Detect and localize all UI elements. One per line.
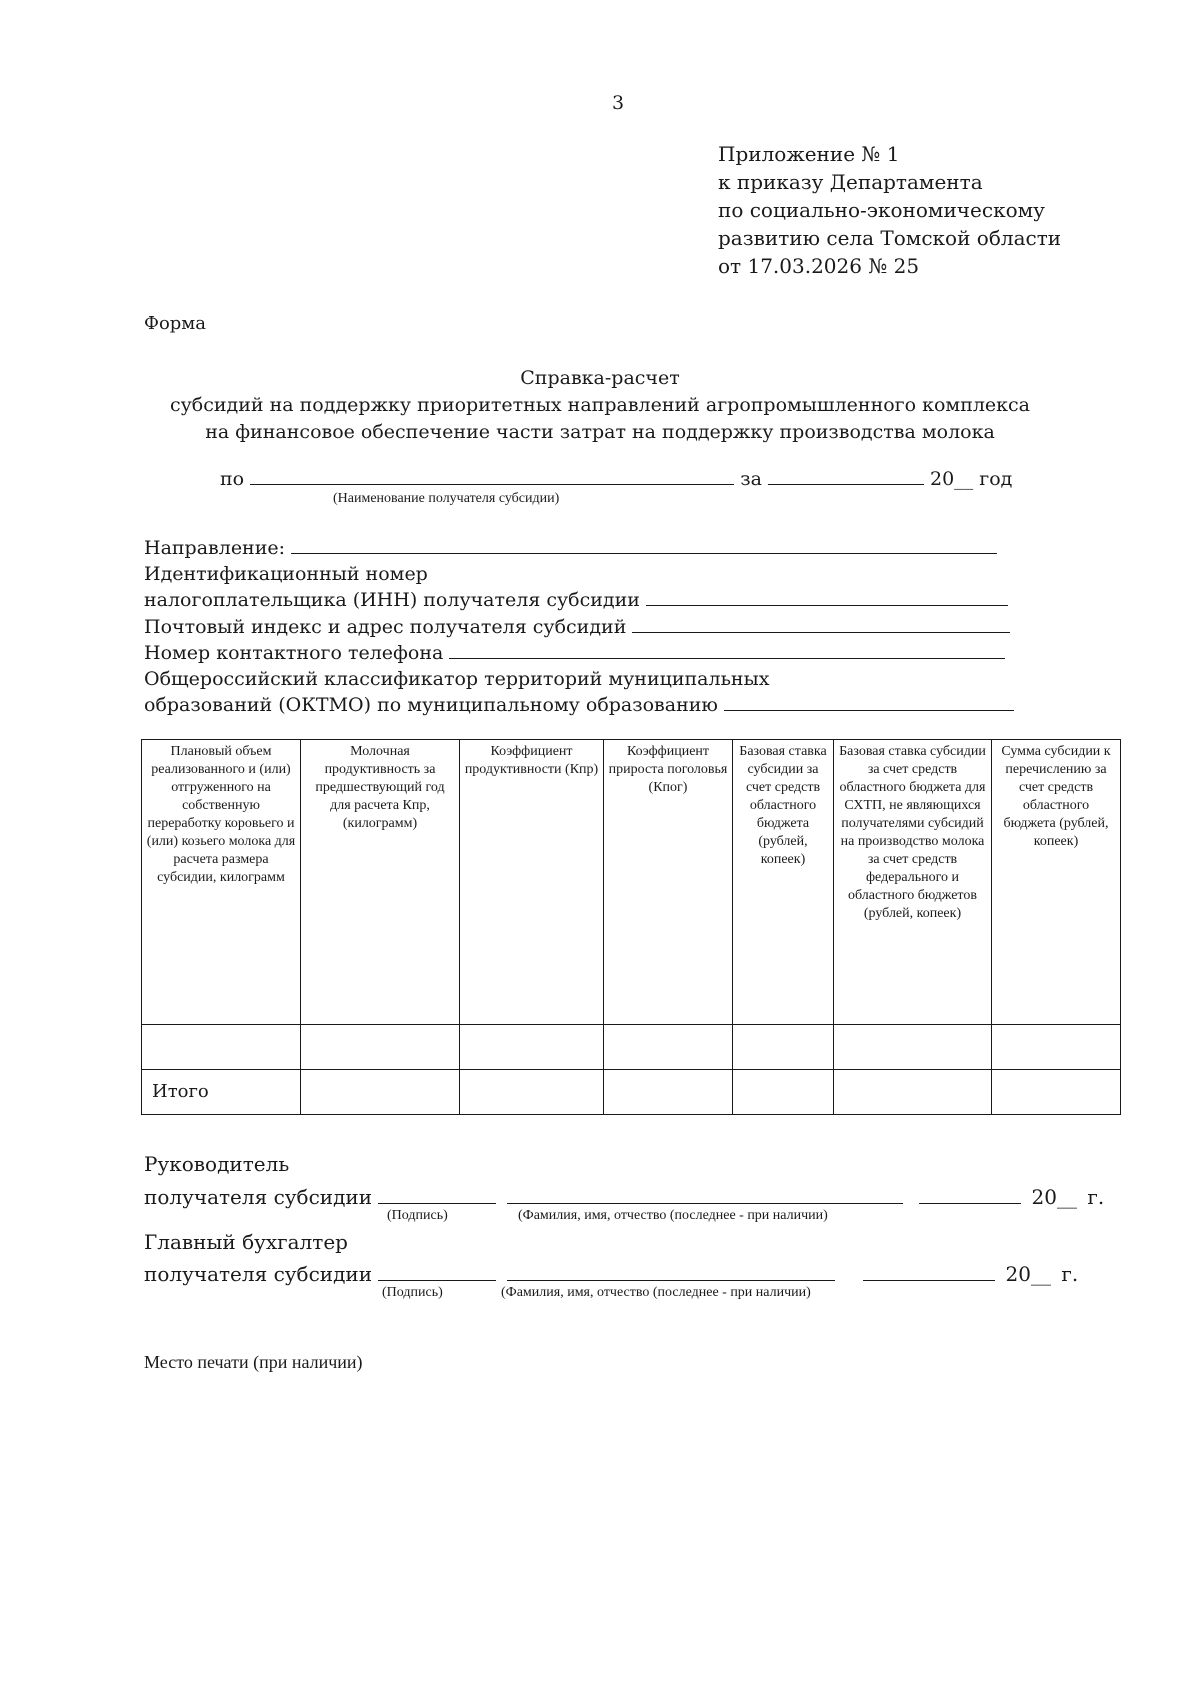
appendix-line: по социально-экономическому [718, 198, 1045, 222]
appendix-line: от 17.03.2026 № 25 [718, 254, 920, 278]
head-date-field[interactable] [919, 1183, 1021, 1204]
po-label: по [220, 468, 245, 490]
accountant-title-line1: Главный бухгалтер [144, 1230, 348, 1254]
za-label: за [740, 468, 762, 490]
oktmo-row [144, 692, 1014, 719]
page-number: 3 [612, 92, 625, 114]
inn-label-line1: Идентификационный номер [144, 562, 428, 585]
head-signature-field[interactable] [378, 1183, 496, 1204]
recipient-name-caption: (Наименование получателя субсидии) [333, 491, 560, 506]
seal-place-label: Место печати (при наличии) [144, 1352, 363, 1372]
head-title-line2: получателя субсидии [144, 1185, 373, 1209]
table-cell[interactable] [301, 1025, 460, 1070]
table-cell[interactable] [604, 1025, 733, 1070]
table-header-row [142, 740, 1121, 1025]
inn-label-line2: налогоплательщика (ИНН) получателя субсидии [144, 589, 640, 611]
direction-field[interactable] [291, 535, 997, 554]
head-title-line1: Руководитель [144, 1152, 290, 1176]
table-row [142, 1025, 1121, 1070]
head-g: г. [1087, 1185, 1105, 1209]
address-row [144, 614, 1014, 641]
accountant-signature-row [144, 1260, 1078, 1286]
period-field[interactable] [768, 466, 924, 485]
column-header: Плановый объем реализованного и (или) отгруженного на собственную переработку коровьего и (или) козьего молока для расчета размера субсидии, килограмм [142, 740, 301, 1025]
table-cell[interactable] [301, 1070, 460, 1115]
accountant-year: 20__ [1005, 1262, 1051, 1286]
head-sign-caption: (Подпись) [387, 1208, 448, 1223]
appendix-line: к приказу Департамента [718, 170, 983, 194]
phone-field[interactable] [449, 640, 1005, 659]
table-cell[interactable] [834, 1025, 992, 1070]
form-label: Форма [144, 313, 207, 334]
direction-label: Направление: [144, 537, 286, 559]
appendix-block [718, 140, 1061, 280]
head-name-field[interactable] [507, 1183, 903, 1204]
table-cell[interactable] [142, 1025, 301, 1070]
column-header: Коэффициент прироста поголовья (Кпог) [604, 740, 733, 1025]
accountant-sign-caption: (Подпись) [382, 1285, 443, 1300]
accountant-name-caption: (Фамилия, имя, отчество (последнее - при наличии) [501, 1285, 811, 1300]
oktmo-label-line2: образований (ОКТМО) по муниципальному образованию [144, 694, 718, 716]
column-header: Базовая ставка субсидии за счет средств областного бюджета (рублей, копеек) [733, 740, 834, 1025]
column-header: Молочная продуктивность за предшествующий год для расчета Кпр, (килограмм) [301, 740, 460, 1025]
oktmo-field[interactable] [724, 692, 1014, 711]
table-cell[interactable] [992, 1025, 1121, 1070]
head-name-caption: (Фамилия, имя, отчество (последнее - при наличии) [518, 1208, 828, 1223]
table-cell[interactable] [834, 1070, 992, 1115]
table-cell[interactable] [460, 1025, 604, 1070]
table-cell[interactable] [460, 1070, 604, 1115]
appendix-line: Приложение № 1 [718, 142, 900, 166]
title-line: Справка-расчет [520, 367, 680, 389]
column-header: Базовая ставка субсидии за счет средств областного бюджета для СХТП, не являющихся получателями субсидий на производство молока за счет средств федерального и областного бюджетов (рублей, копеек) [834, 740, 992, 1025]
accountant-g: г. [1061, 1262, 1079, 1286]
inn-row [144, 587, 1014, 614]
address-field[interactable] [632, 614, 1010, 633]
god-label: год [979, 468, 1013, 490]
title-line: на финансовое обеспечение части затрат на поддержку производства молока [205, 421, 995, 443]
address-label: Почтовый индекс и адрес получателя субсидий [144, 615, 627, 638]
table-cell[interactable] [733, 1025, 834, 1070]
inn-field[interactable] [646, 587, 1008, 606]
oktmo-label-line1: Общероссийский классификатор территорий муниципальных [144, 667, 770, 690]
calculation-table [141, 739, 1121, 1115]
accountant-title-line2: получателя субсидии [144, 1262, 373, 1286]
recipient-name-field[interactable] [250, 466, 734, 485]
accountant-date-field[interactable] [863, 1260, 995, 1281]
column-header: Сумма субсидии к перечислению за счет средств областного бюджета (рублей, копеек) [992, 740, 1121, 1025]
table-cell[interactable] [604, 1070, 733, 1115]
table-cell[interactable] [733, 1070, 834, 1115]
document-title [144, 365, 1056, 446]
recipient-period-line [220, 466, 1012, 490]
table-cell[interactable] [992, 1070, 1121, 1115]
phone-label: Номер контактного телефона [144, 642, 444, 664]
table-total-row [142, 1070, 1121, 1115]
title-line: субсидий на поддержку приоритетных направлений агропромышленного комплекса [169, 394, 1031, 416]
head-signature-row [144, 1183, 1104, 1209]
direction-row [144, 535, 1014, 562]
appendix-line: развитию села Томской области [718, 226, 1062, 250]
recipient-fields [144, 535, 1014, 719]
year-prefix: 20__ [930, 468, 974, 490]
accountant-signature-field[interactable] [378, 1260, 496, 1281]
column-header: Коэффициент продуктивности (Кпр) [460, 740, 604, 1025]
total-label: Итого [142, 1070, 301, 1115]
phone-row [144, 640, 1014, 667]
accountant-name-field[interactable] [507, 1260, 835, 1281]
head-year: 20__ [1031, 1185, 1077, 1209]
